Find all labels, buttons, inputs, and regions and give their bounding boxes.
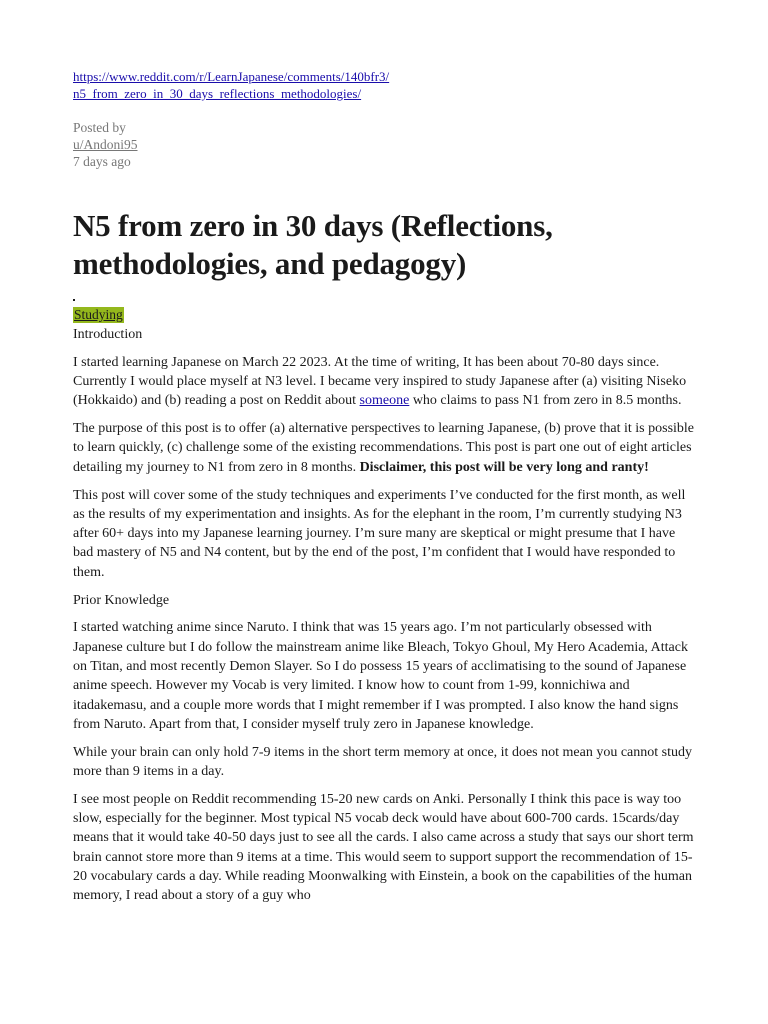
paragraph-5: While your brain can only hold 7-9 items in the short term memory at once, it does not mean you cannot study more than 9 items in a day. — [73, 744, 692, 779]
post-age: 7 days ago — [73, 154, 131, 169]
flair-badge[interactable]: Studying — [74, 307, 123, 322]
author-link[interactable]: u/Andoni95 — [73, 137, 138, 152]
paragraph-1-text-a: I started learning Japanese on March 22 2023. At the time of writing, It has been about 70-80 days since. Currently I would place myself at N3 level. I became very inspired to study Japanese after (a) visiting Niseko (Hokkaido) and (b) reading a post on Reddit about — [73, 354, 687, 409]
section-heading-introduction: Introduction — [73, 327, 143, 342]
someone-link[interactable]: someone — [359, 393, 410, 409]
posted-by-label: Posted by — [73, 120, 126, 135]
post-title-line-2: methodologies, and pedagogy) — [73, 246, 467, 281]
disclaimer-text: Disclaimer, this post will be very long and ranty! — [359, 459, 649, 475]
source-url-line-1: https://www.reddit.com/r/LearnJapanese/comments/140bfr3/ — [73, 69, 390, 84]
source-url-link[interactable] — [73, 68, 698, 102]
post-title-line-1: N5 from zero in 30 days (Reflections, — [73, 208, 553, 243]
paragraph-2 — [73, 419, 698, 477]
post-title — [73, 207, 698, 283]
paragraph-4: I started watching anime since Naruto. I think that was 15 years ago. I’m not particularly obsessed with Japanese culture but I do follow the mainstream anime like Bleach, Tokyo Ghoul, My Hero Academia, Attack on Titan, and most recently Demon Slayer. So I do possess 15 years of acclimatising to the sound of Japanese anime speech. However my Vocab is very limited. I know how to count from 1-99, konnichiwa and itadakemasu, and a couple more words that I might remember if I was prompted. I also know the hand signs from Naruto. Apart from that, I consider myself truly zero in Japanese knowledge. — [73, 620, 688, 732]
paragraph-6: I see most people on Reddit recommending 15-20 new cards on Anki. Personally I think this pace is way too slow, especially for the beginner. Most typical N5 vocab deck would have about 600-700 cards. 15cards/day means that it would take 40-50 days just to see all the cards. I also came across a study that says our short term brain cannot store more than 9 items at a time. This would seem to support support the recommendation of 15-20 vocabulary cards a day. While reading Moonwalking with Einstein, a book on the capabilities of the human memory, I read about a story of a guy who — [73, 791, 694, 904]
paragraph-3: This post will cover some of the study techniques and experiments I’ve conducted for the first month, as well as the results of my experimentation and insights. As for the elephant in the room, I’m currently studying N3 after 60+ days into my Japanese learning journey. I’m sure many are skeptical or might presume that I have bad mastery of N5 and N4 content, but by the end of the post, I’m confident that I would have responded to them. — [73, 487, 686, 580]
section-heading-prior-knowledge: Prior Knowledge — [73, 592, 170, 608]
article-page — [73, 68, 698, 914]
post-meta — [73, 119, 698, 170]
paragraph-1-text-b: who claims to pass N1 from zero in 8.5 months. — [409, 393, 682, 409]
source-url-line-2: n5_from_zero_in_30_days_reflections_methodologies/ — [73, 86, 362, 101]
paragraph-2-text: The purpose of this post is to offer (a) alternative perspectives to learning Japanese, (b) prove that it is possible to learn quickly, (c) challenge some of the existing recommendations. This post is part one out of eight articles detailing my journey to N1 from zero in 8 months. — [73, 421, 695, 475]
paragraph-1 — [73, 353, 698, 411]
